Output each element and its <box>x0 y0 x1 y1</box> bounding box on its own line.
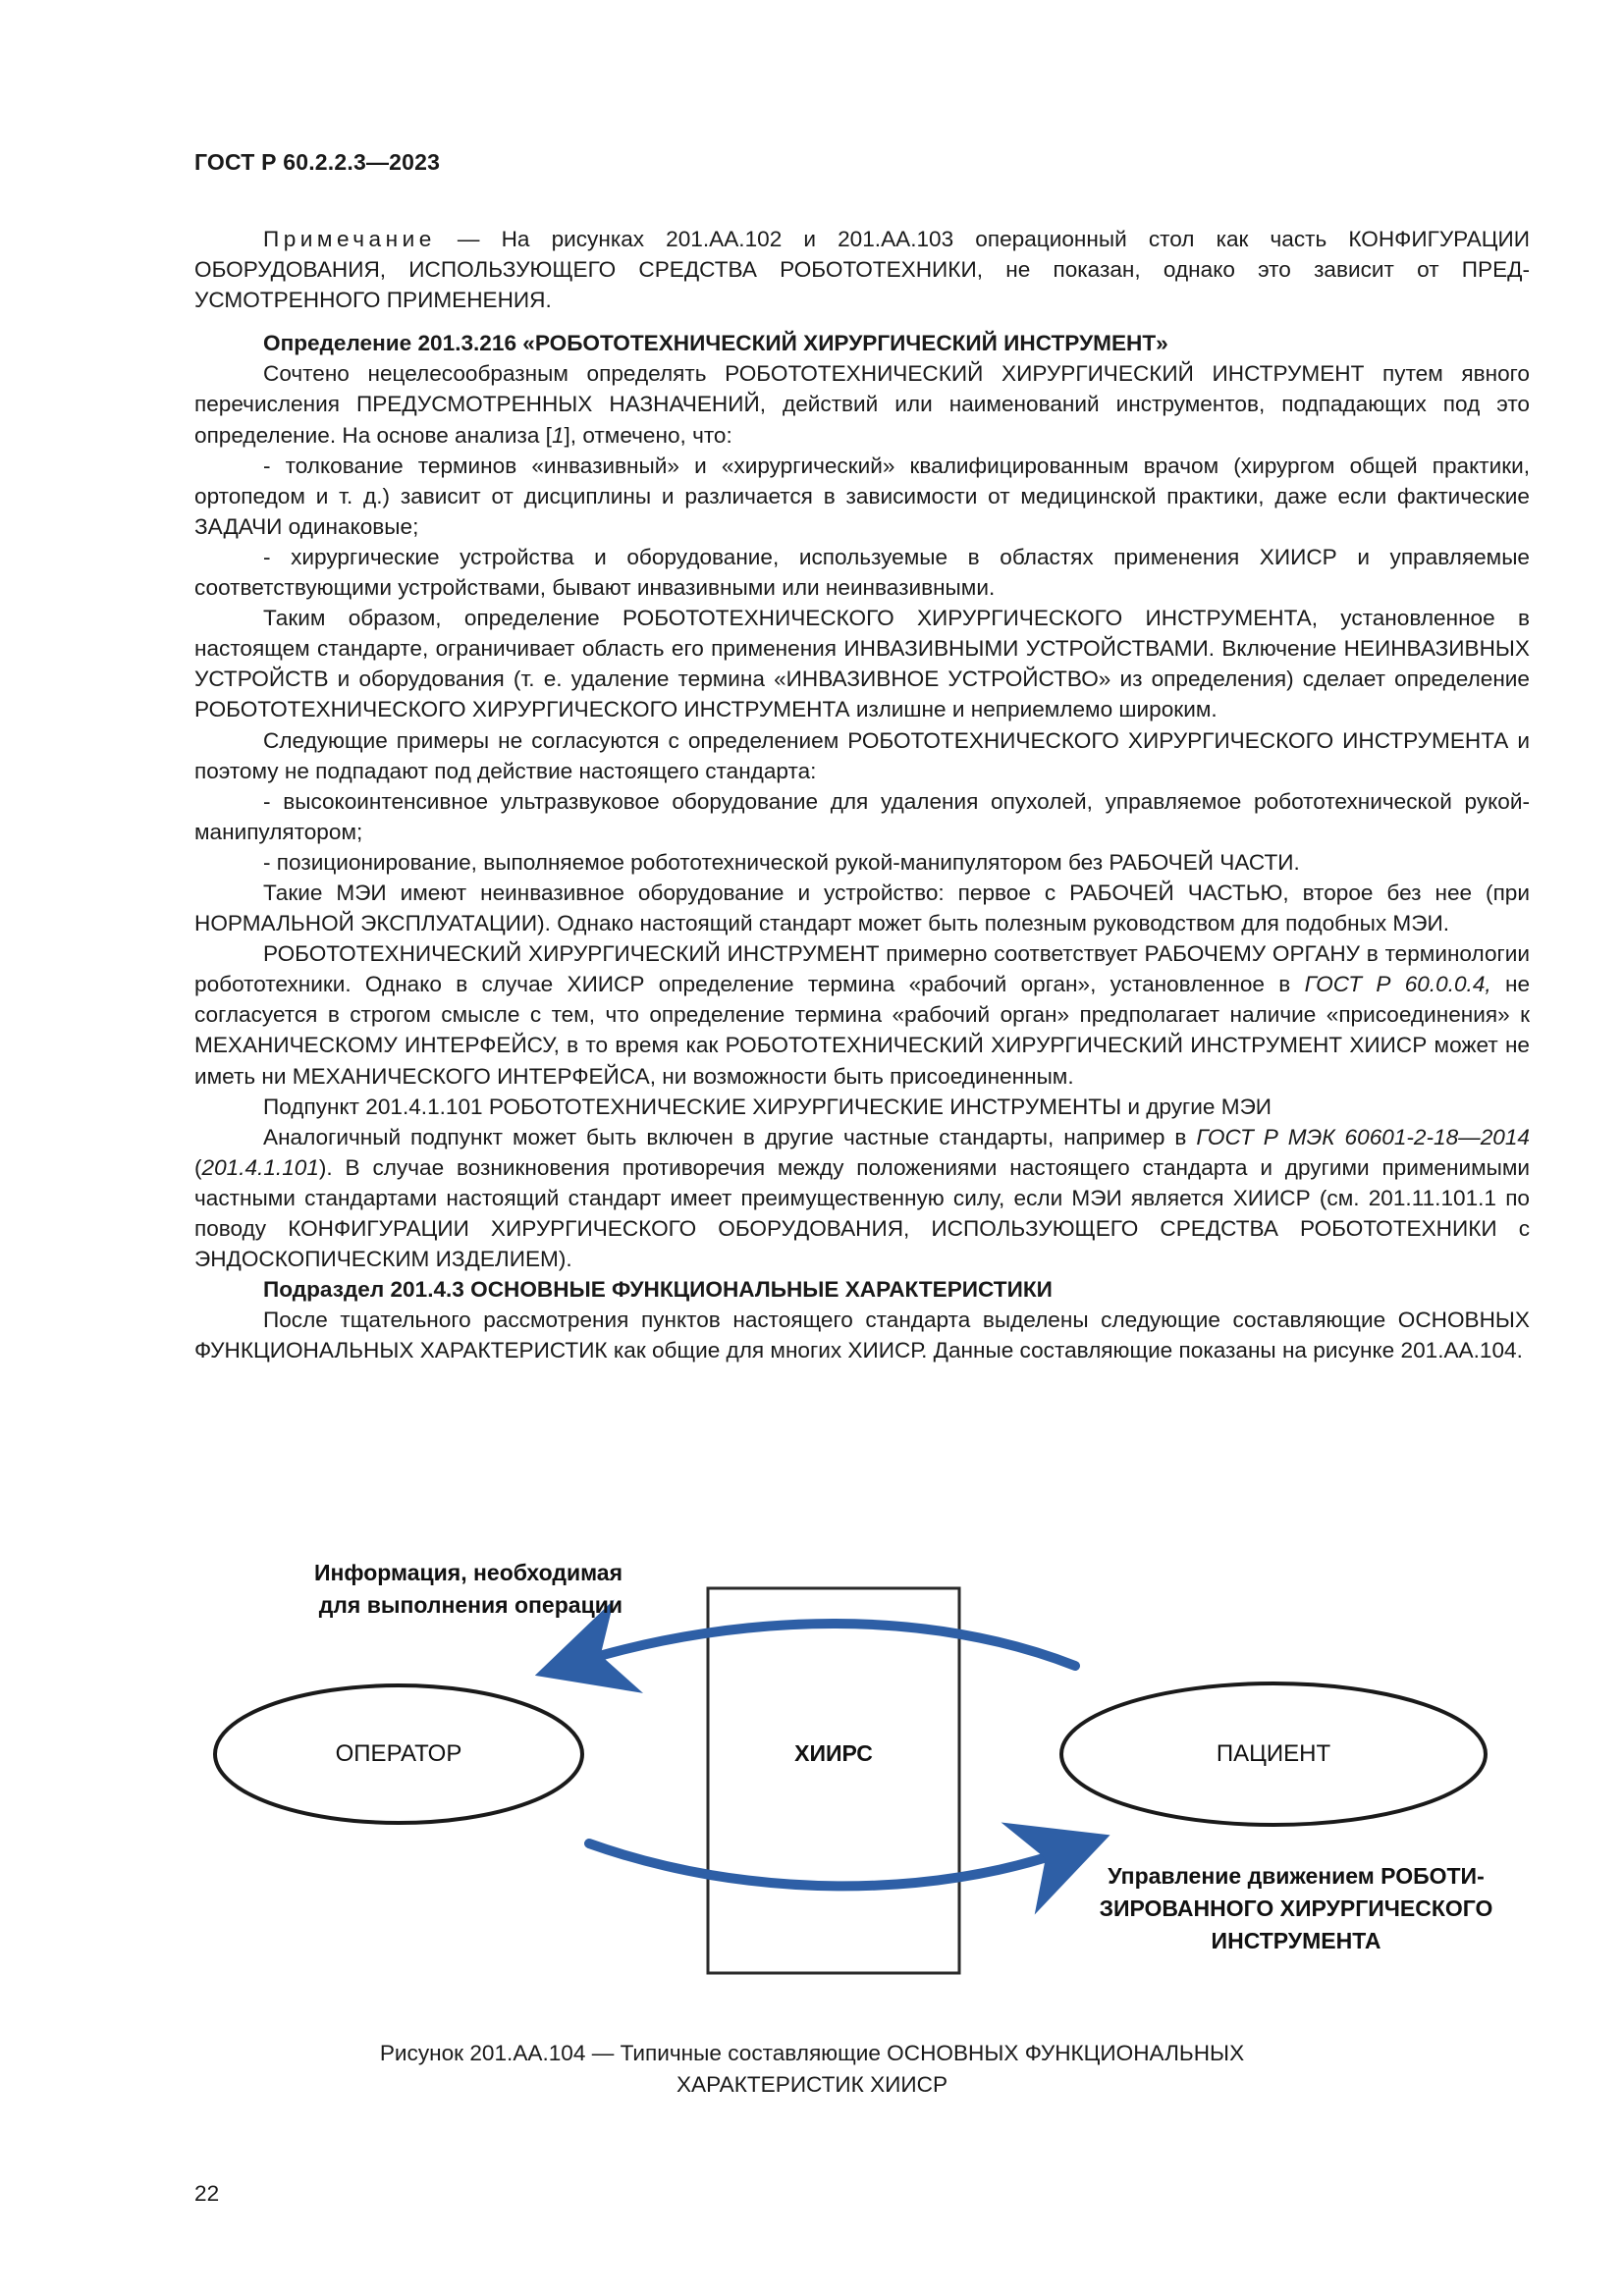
note-paragraph <box>194 224 1530 315</box>
note-label: Примечание <box>263 227 436 251</box>
reference: 201.4.1.101 <box>201 1154 319 1180</box>
figure-caption: Рисунок 201.АА.104 — Типичные составляющие ОСНОВНЫХ ФУНКЦИОНАЛЬНЫХ ХАРАКТЕРИСТИК ХИИСР <box>379 2041 1245 2097</box>
reference: ГОСТ Р 60.0.0.4, <box>1304 972 1491 997</box>
system-label: ХИИРС <box>794 1740 873 1766</box>
reference: 1 <box>551 422 565 448</box>
figure-diagram <box>0 1512 1624 1993</box>
info-label: Информация, необходимая для выполнения операции <box>313 1560 623 1618</box>
paragraph: Сочтено нецелесообразным определять РОБОТОТЕХНИЧЕСКИЙ ХИРУРГИЧЕСКИЙ ИНСТРУМЕНТ путем явного перечисления ПРЕДУСМОТРЕННЫХ НАЗНАЧЕНИЙ, действий или наименований инструментов, подпадающих под это определение. На основе анализа [1], отмечено, что: <box>194 361 1530 448</box>
section1-heading: Определение 201.3.216 «РОБОТОТЕХНИЧЕСКИЙ ХИРУРГИЧЕСКИЙ ИНСТРУМЕНТ» <box>263 331 1168 356</box>
list-item: - хирургические устройства и оборудование, используемые в областях применения ХИИСР и управляемые соответствующими устройствами, бывают инвазивными или неинвазивными. <box>194 544 1530 601</box>
paragraph: После тщательного рассмотрения пунктов настоящего стандарта выделены следующие составляющие ОСНОВНЫХ ФУНКЦИОНАЛЬНЫХ ХАРАКТЕРИСТИК как общие для многих ХИИСР. Данные составляющие показаны на рисунке 201.АА.104. <box>194 1308 1530 1363</box>
paragraph: Подпункт 201.4.1.101 РОБОТОТЕХНИЧЕСКИЕ ХИРУРГИЧЕСКИЕ ИНСТРУМЕНТЫ и другие МЭИ <box>263 1094 1272 1119</box>
list-item: - высокоинтенсивное ультразвуковое оборудование для удаления опухолей, управляемое робототехнической рукой-манипулятором; <box>194 788 1530 844</box>
patient-label: ПАЦИЕНТ <box>1216 1740 1331 1767</box>
control-label: Управление движением РОБОТИ- ЗИРОВАННОГО ХИРУРГИЧЕСКОГО ИНСТРУМЕНТА <box>1099 1863 1493 1953</box>
paragraph: Следующие примеры не согласуются с определением РОБОТОТЕХНИЧЕСКОГО ХИРУРГИЧЕСКОГО ИНСТРУМЕНТА и поэтому не подпадают под действие настоящего стандарта: <box>194 727 1530 783</box>
note-text: — На рисунках 201.АА.102 и 201.АА.103 операционный стол как часть КОНФИГУРАЦИИ ОБОРУДОВАНИЯ, ИСПОЛЬЗУЮЩЕГО СРЕДСТВА РОБОТОТЕХНИКИ, не показан, однако это зависит от ПРЕДУСМОТРЕННОГО ПРИМЕНЕНИЯ. <box>194 227 1530 313</box>
system-box <box>708 1588 959 1973</box>
reference: ГОСТ Р МЭК 60601-2-18—2014 <box>1196 1124 1530 1149</box>
paragraph: РОБОТОТЕХНИЧЕСКИЙ ХИРУРГИЧЕСКИЙ ИНСТРУМЕНТ примерно соответствует РАБОЧЕМУ ОРГАНУ в терминологии робототехники. Однако в случае ХИИСР определение термина «рабочий орган», установленное в ГОСТ Р 60.0.0.4, не согласуется в строгом смысле с тем, что определение термина «рабочий орган» предполагает наличие «присоединения» к МЕХАНИЧЕСКОМУ ИНТЕРФЕЙСУ, в то время как РОБОТОТЕХНИЧЕСКИЙ ХИРУРГИЧЕСКИЙ ИНСТРУМЕНТ ХИИСР может не иметь ни МЕХАНИЧЕСКОГО ИНТЕРФЕЙСА, ни возможности быть присоединенным. <box>194 941 1531 1089</box>
document-header: ГОСТ Р 60.2.2.3—2023 <box>194 149 441 175</box>
operator-label: ОПЕРАТОР <box>335 1740 462 1767</box>
list-item: - позиционирование, выполняемое робототехнической рукой-манипулятором без РАБОЧЕЙ ЧАСТИ. <box>263 849 1300 875</box>
list-item: - толкование терминов «инвазивный» и «хирургический» квалифицированным врачом (хирургом общей практики, ортопедом и т. д.) зависит от дисциплины и различается в зависимости от медицинской практики, даже если фактические ЗАДАЧИ одинаковые; <box>194 453 1530 539</box>
section3-heading: Подраздел 201.4.3 ОСНОВНЫЕ ФУНКЦИОНАЛЬНЫЕ ХАРАКТЕРИСТИКИ <box>263 1277 1053 1303</box>
page-number: 22 <box>194 2181 220 2206</box>
paragraph: Такие МЭИ имеют неинвазивное оборудование и устройство: первое с РАБОЧЕЙ ЧАСТЬЮ, второе без нее (при НОРМАЛЬНОЙ ЭКСПЛУАТАЦИИ). Однако настоящий стандарт может быть полезным руководством для подобных МЭИ. <box>194 880 1530 936</box>
paragraph: Аналогичный подпункт может быть включен в другие частные стандарты, например в ГОСТ Р МЭК 60601-2-18—2014 (201.4.1.101). В случае возникновения противоречия между положениями настоящего стандарта и другими применимыми частными стандартами настоящий стандарт имеет преимущественную силу, если МЭИ является ХИИСР (см. 201.11.101.1 по поводу КОНФИГУРАЦИИ ХИРУРГИЧЕСКОГО ОБОРУДОВАНИЯ, ИСПОЛЬЗУЮЩЕГО СРЕДСТВА РОБОТОТЕХНИКИ с ЭНДОСКОПИЧЕСКИМ ИЗДЕЛИЕМ). <box>194 1124 1530 1272</box>
document-body <box>194 224 1530 1365</box>
paragraph: Таким образом, определение РОБОТОТЕХНИЧЕСКОГО ХИРУРГИЧЕСКОГО ИНСТРУМЕНТА, установленное в настоящем стандарте, ограничивает область его применения ИНВАЗИВНЫМИ УСТРОЙСТВАМИ. Включение НЕИНВАЗИВНЫХ УСТРОЙСТВ и оборудования (т. е. удаление термина «ИНВАЗИВНОЕ УСТРОЙСТВО» из определения) сделает определение РОБОТОТЕХНИЧЕСКОГО ХИРУРГИЧЕСКОГО ИНСТРУМЕНТА излишне и неприемлемо широким. <box>194 606 1530 722</box>
